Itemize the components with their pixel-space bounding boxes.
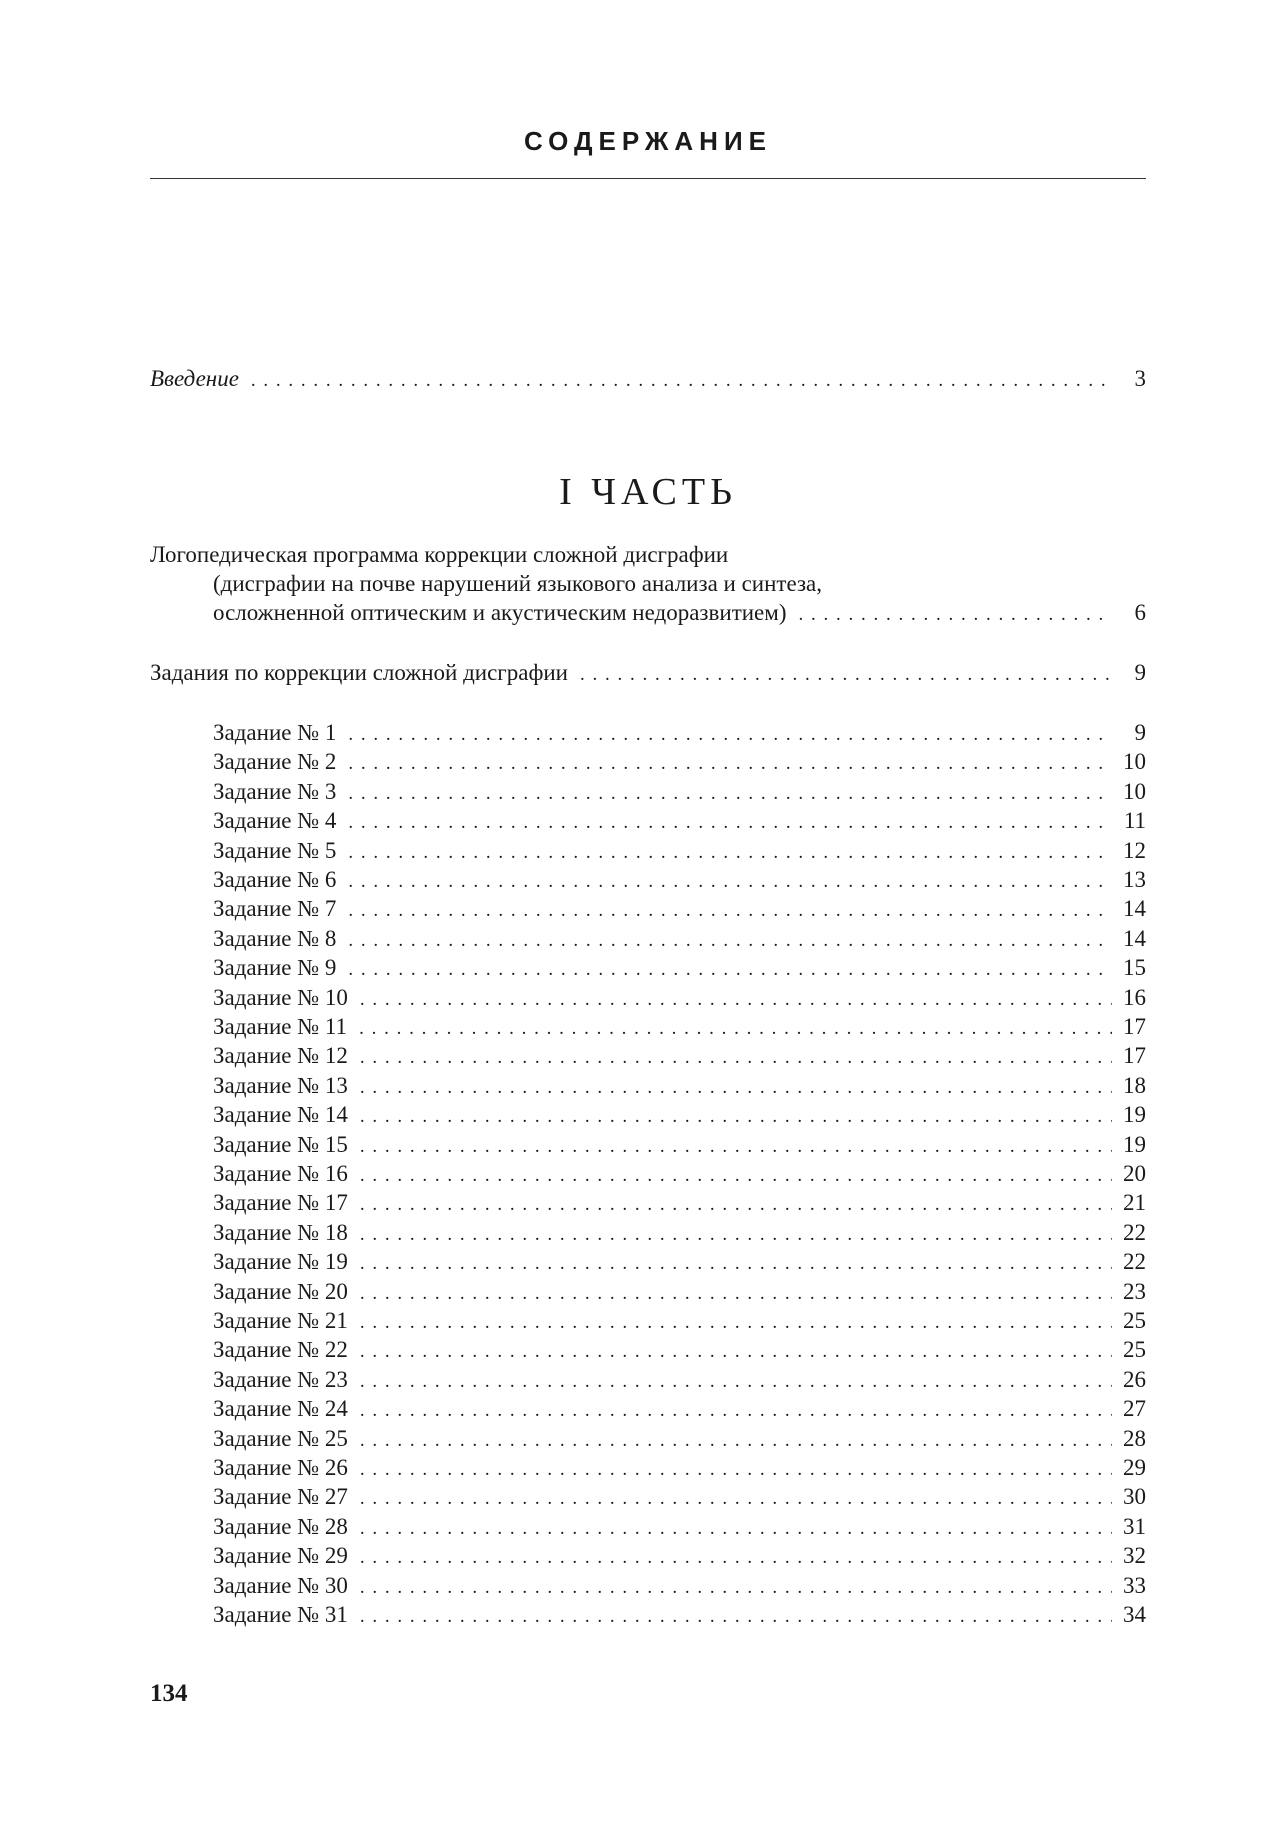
toc-entry-page: 22 xyxy=(1123,1219,1146,1245)
dot-leader xyxy=(360,1455,1112,1484)
toc-entry-label: Задание № 12 xyxy=(213,1043,348,1069)
toc-entry-task[interactable] xyxy=(213,953,1146,982)
dot-leader xyxy=(360,1249,1112,1278)
toc-entry-label: Задание № 17 xyxy=(213,1190,348,1216)
toc-entry-page: 32 xyxy=(1123,1543,1146,1569)
toc-entry-page: 14 xyxy=(1123,896,1146,922)
toc-entry-task[interactable] xyxy=(213,865,1146,894)
toc-entry-label: Задание № 6 xyxy=(213,867,337,892)
dot-leader xyxy=(348,838,1112,867)
toc-entry-task[interactable] xyxy=(213,1306,1146,1335)
toc-entry-label: Задание № 8 xyxy=(213,925,337,951)
toc-entry-task[interactable] xyxy=(213,747,1146,776)
toc-entry-task[interactable] xyxy=(213,1247,1146,1276)
toc-entry-page: 9 xyxy=(1134,660,1146,685)
toc-entry-page: 26 xyxy=(1123,1366,1146,1392)
toc-entry-label: Задание № 2 xyxy=(213,749,337,775)
dot-leader xyxy=(360,1220,1112,1249)
toc-entry-program[interactable] xyxy=(213,598,1146,627)
toc-entry-tasks-section[interactable] xyxy=(150,658,1146,687)
dot-leader xyxy=(359,1014,1112,1043)
toc-entry-page: 10 xyxy=(1123,778,1146,804)
toc-entry-label: Задание № 30 xyxy=(213,1572,348,1598)
toc-entry-page: 16 xyxy=(1123,984,1146,1010)
toc-entry-label: Задание № 22 xyxy=(213,1337,348,1363)
toc-entry-page: 25 xyxy=(1123,1308,1146,1333)
toc-entry-page: 30 xyxy=(1123,1484,1146,1510)
toc-entry-label: Задание № 11 xyxy=(213,1014,348,1039)
toc-entry-task[interactable] xyxy=(213,1394,1146,1423)
dot-leader xyxy=(360,1102,1112,1131)
toc-entry-label: Задание № 21 xyxy=(213,1308,348,1333)
toc-entry-task[interactable] xyxy=(213,1071,1146,1100)
toc-entry-label: Задание № 23 xyxy=(213,1366,348,1392)
toc-entry-task[interactable] xyxy=(213,1218,1146,1247)
toc-entry-page: 11 xyxy=(1123,808,1146,834)
dot-leader xyxy=(360,1132,1112,1161)
toc-entry-label: Задание № 10 xyxy=(213,984,348,1010)
toc-entry-page: 14 xyxy=(1123,925,1146,951)
toc-entry-task[interactable] xyxy=(213,894,1146,923)
toc-entry-label: Задание № 29 xyxy=(213,1543,348,1569)
toc-entry-page: 10 xyxy=(1123,749,1146,775)
toc-entry-page: 13 xyxy=(1123,867,1146,892)
dot-leader xyxy=(348,867,1112,896)
dot-leader xyxy=(348,749,1112,778)
dot-leader xyxy=(798,600,1112,629)
toc-entry-page: 34 xyxy=(1123,1602,1146,1627)
page-number: 134 xyxy=(150,1680,188,1707)
toc-entry-label: Задание № 15 xyxy=(213,1131,348,1157)
toc-entry-task[interactable] xyxy=(213,1482,1146,1511)
toc-entry-page: 12 xyxy=(1123,837,1146,863)
toc-entry-label: Задание № 20 xyxy=(213,1278,348,1304)
toc-entry-task[interactable] xyxy=(213,1041,1146,1070)
toc-entry-page: 9 xyxy=(1134,720,1146,745)
toc-entry-label: Задание № 28 xyxy=(213,1513,348,1539)
toc-entry-page: 33 xyxy=(1123,1572,1146,1598)
dot-leader xyxy=(251,366,1112,395)
dot-leader xyxy=(348,926,1112,955)
toc-entry-page: 23 xyxy=(1123,1278,1146,1304)
dot-leader xyxy=(348,808,1112,837)
toc-entry-label: Задание № 9 xyxy=(213,955,337,981)
toc-entry-page: 3 xyxy=(1134,366,1146,391)
dot-leader xyxy=(360,1543,1112,1572)
toc-entry-task[interactable] xyxy=(213,1188,1146,1217)
dot-leader xyxy=(348,779,1112,808)
toc-entry-page: 31 xyxy=(1123,1513,1146,1539)
toc-entry-page: 28 xyxy=(1123,1425,1146,1451)
toc-entry-task[interactable] xyxy=(213,1159,1146,1188)
dot-leader xyxy=(360,1161,1112,1190)
toc-entry-page: 27 xyxy=(1123,1396,1146,1422)
toc-entry-task[interactable] xyxy=(213,1100,1146,1129)
toc-entry-page: 17 xyxy=(1123,1014,1146,1039)
program-title-line-1[interactable]: Логопедическая программа коррекции сложной дисграфии xyxy=(150,542,729,567)
dot-leader xyxy=(360,985,1112,1014)
part-heading: I ЧАСТЬ xyxy=(559,471,737,513)
toc-entry-label: Задание № 26 xyxy=(213,1455,348,1480)
toc-entry-task[interactable] xyxy=(213,983,1146,1012)
toc-entry-task[interactable] xyxy=(213,718,1146,747)
toc-entry-task[interactable] xyxy=(213,1600,1146,1629)
toc-entry-task[interactable] xyxy=(213,924,1146,953)
dot-leader xyxy=(360,1073,1112,1102)
toc-entry-task[interactable] xyxy=(213,1277,1146,1306)
toc-entry-page: 15 xyxy=(1123,955,1146,981)
dot-leader xyxy=(348,896,1112,925)
toc-entry-label: Задание № 5 xyxy=(213,837,337,863)
toc-entry-page: 17 xyxy=(1123,1043,1146,1069)
toc-entry-label: Задание № 7 xyxy=(213,896,337,922)
dot-leader xyxy=(360,1190,1112,1219)
dot-leader xyxy=(348,720,1112,749)
dot-leader xyxy=(360,1484,1112,1513)
toc-entry-page: 21 xyxy=(1123,1190,1146,1216)
toc-entry-page: 29 xyxy=(1123,1455,1146,1480)
dot-leader xyxy=(360,1573,1112,1602)
toc-entry-task[interactable] xyxy=(213,1453,1146,1482)
toc-entry-page: 20 xyxy=(1123,1161,1146,1186)
toc-entry-page: 18 xyxy=(1123,1072,1146,1098)
toc-entry-label: осложненной оптическим и акустическим недоразвитием) xyxy=(213,600,787,625)
program-title-line-2[interactable]: (дисграфии на почве нарушений языкового анализа и синтеза, xyxy=(213,571,822,596)
title-rule xyxy=(150,178,1146,179)
toc-entry-page: 22 xyxy=(1123,1249,1146,1275)
dot-leader xyxy=(360,1602,1112,1631)
toc-entry-label: Задание № 27 xyxy=(213,1484,348,1510)
toc-entry-label: Задание № 18 xyxy=(213,1219,348,1245)
dot-leader xyxy=(360,1367,1112,1396)
toc-entry-intro[interactable] xyxy=(150,364,1146,393)
toc-entry-label: Задания по коррекции сложной дисграфии xyxy=(150,660,568,685)
toc-entry-page: 19 xyxy=(1123,1102,1146,1128)
dot-leader xyxy=(580,660,1112,689)
toc-entry-task[interactable] xyxy=(213,836,1146,865)
toc-entry-label: Введение xyxy=(150,366,239,391)
toc-entry-page: 25 xyxy=(1123,1337,1146,1363)
toc-entry-task[interactable] xyxy=(213,1130,1146,1159)
toc-entry-label: Задание № 16 xyxy=(213,1161,348,1186)
toc-entry-label: Задание № 14 xyxy=(213,1102,348,1128)
toc-entry-label: Задание № 19 xyxy=(213,1249,348,1275)
dot-leader xyxy=(360,1426,1112,1455)
dot-leader xyxy=(360,1514,1112,1543)
toc-entry-label: Задание № 25 xyxy=(213,1425,348,1451)
toc-entry-task[interactable] xyxy=(213,1365,1146,1394)
toc-entry-page: 19 xyxy=(1123,1131,1146,1157)
toc-entry-task[interactable] xyxy=(213,1335,1146,1364)
toc-entry-task[interactable] xyxy=(213,1512,1146,1541)
toc-entry-label: Задание № 3 xyxy=(213,778,337,804)
toc-entry-label: Задание № 24 xyxy=(213,1396,348,1422)
toc-entry-task[interactable] xyxy=(213,1571,1146,1600)
toc-entry-page: 6 xyxy=(1134,600,1146,625)
toc-entry-task[interactable] xyxy=(213,1424,1146,1453)
dot-leader xyxy=(348,955,1112,984)
dot-leader xyxy=(360,1396,1112,1425)
dot-leader xyxy=(360,1043,1112,1072)
dot-leader xyxy=(360,1308,1112,1337)
toc-entry-task[interactable] xyxy=(213,806,1146,835)
toc-entry-task[interactable] xyxy=(213,777,1146,806)
dot-leader xyxy=(360,1279,1112,1308)
toc-entry-label: Задание № 13 xyxy=(213,1072,348,1098)
toc-entry-label: Задание № 31 xyxy=(213,1602,348,1627)
toc-entry-label: Задание № 1 xyxy=(213,720,337,745)
toc-entry-label: Задание № 4 xyxy=(213,808,337,834)
dot-leader xyxy=(360,1337,1112,1366)
toc-entry-task[interactable] xyxy=(213,1012,1146,1041)
toc-entry-task[interactable] xyxy=(213,1541,1146,1570)
page-title: СОДЕРЖАНИЕ xyxy=(524,126,772,156)
